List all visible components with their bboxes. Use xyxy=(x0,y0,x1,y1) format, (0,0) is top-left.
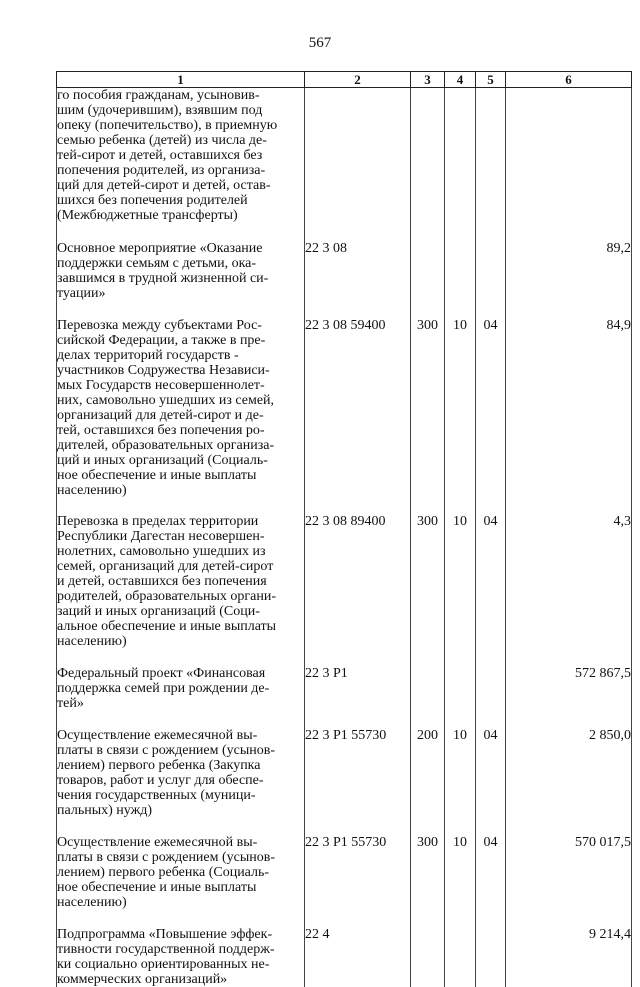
table-row xyxy=(57,514,632,666)
table-row xyxy=(57,666,632,728)
row-sum-value: 89,2 xyxy=(506,241,631,256)
table-row xyxy=(57,88,632,242)
row-vr-cell xyxy=(411,514,445,666)
row-vr-cell xyxy=(411,835,445,927)
row-pr-cell xyxy=(476,927,506,987)
row-name-text: Осуществление ежемесячной вы- платы в связи с рождением (усынов- лением) первого ребенка (Закупка товаров, работ и услуг для обеспе- чения государственных (муници- пальных) нужд) xyxy=(57,728,304,818)
table-body xyxy=(57,88,632,987)
row-sum-cell xyxy=(506,835,632,927)
row-sum-value: 4,3 xyxy=(506,514,631,529)
row-name-cell xyxy=(57,728,305,835)
row-rz-value: 10 xyxy=(445,835,475,850)
row-code-value: 22 3 08 89400 xyxy=(305,514,410,529)
column-header-vr: 3 xyxy=(411,72,445,88)
row-pr-value: 04 xyxy=(476,835,505,850)
table-row xyxy=(57,318,632,514)
row-rz-cell xyxy=(445,666,476,728)
table-row xyxy=(57,927,632,987)
row-pr-cell xyxy=(476,835,506,927)
row-vr-cell xyxy=(411,88,445,242)
row-code-value: 22 3 P1 55730 xyxy=(305,835,410,850)
row-rz-cell xyxy=(445,241,476,318)
row-sum-value: 570 017,5 xyxy=(506,835,631,850)
row-rz-cell xyxy=(445,514,476,666)
table-row xyxy=(57,728,632,835)
row-name-cell xyxy=(57,318,305,514)
row-name-text: Перевозка между субъектами Рос- сийской Федерации, а также в пре- делах территорий государств - участников Содружества Независи- мых Государств несовершеннолет- них, самовольно ушедших из семей, организаций для детей-сирот и де- тей, оставшихся без попечения ро- дителей, образовательных организа- ций и иных организаций (Социаль- ное обеспечение и иные выплаты населению) xyxy=(57,318,304,498)
row-name-cell xyxy=(57,835,305,927)
row-sum-value: 9 214,4 xyxy=(506,927,631,942)
row-vr-value: 300 xyxy=(411,514,444,529)
row-pr-cell xyxy=(476,514,506,666)
row-code-value: 22 3 08 59400 xyxy=(305,318,410,333)
row-name-cell xyxy=(57,514,305,666)
row-vr-cell xyxy=(411,728,445,835)
row-sum-cell xyxy=(506,666,632,728)
row-vr-value: 300 xyxy=(411,318,444,333)
row-code-cell xyxy=(305,835,411,927)
page-number: 567 xyxy=(0,35,640,52)
row-code-cell xyxy=(305,88,411,242)
column-header-code: 2 xyxy=(305,72,411,88)
row-sum-cell xyxy=(506,318,632,514)
row-name-cell xyxy=(57,88,305,242)
row-rz-cell xyxy=(445,835,476,927)
row-rz-value: 10 xyxy=(445,728,475,743)
row-sum-cell xyxy=(506,88,632,242)
row-rz-cell xyxy=(445,927,476,987)
row-code-cell xyxy=(305,514,411,666)
row-rz-cell xyxy=(445,88,476,242)
row-code-value: 22 3 P1 55730 xyxy=(305,728,410,743)
row-sum-value: 2 850,0 xyxy=(506,728,631,743)
row-rz-value: 10 xyxy=(445,514,475,529)
row-code-cell xyxy=(305,666,411,728)
row-name-text: го пособия гражданам, усыновив- шим (удочерившим), взявшим под опеку (попечительство), в приемную семью ребенка (детей) из числа де- тей-сирот и детей, оставшихся без попечения родителей, из организа- ций для детей-сирот и детей, остав- шихся без попечения родителей (Межбюджетные трансферты) xyxy=(57,88,304,223)
row-code-cell xyxy=(305,927,411,987)
row-pr-value: 04 xyxy=(476,318,505,333)
budget-table xyxy=(56,71,632,987)
row-code-value: 22 4 xyxy=(305,927,410,942)
row-rz-value: 10 xyxy=(445,318,475,333)
row-vr-cell xyxy=(411,241,445,318)
column-header-rz: 4 xyxy=(445,72,476,88)
row-name-cell xyxy=(57,927,305,987)
row-sum-cell xyxy=(506,728,632,835)
row-rz-cell xyxy=(445,318,476,514)
row-name-cell xyxy=(57,241,305,318)
table-header-row xyxy=(57,72,632,88)
row-pr-cell xyxy=(476,318,506,514)
table-row xyxy=(57,241,632,318)
column-header-name: 1 xyxy=(57,72,305,88)
table-row xyxy=(57,835,632,927)
row-code-value: 22 3 08 xyxy=(305,241,410,256)
row-name-text: Подпрограмма «Повышение эффек- тивности государственной поддерж- ки социально ориентированных не- коммерческих организаций» xyxy=(57,927,304,987)
row-name-cell xyxy=(57,666,305,728)
row-code-cell xyxy=(305,728,411,835)
row-pr-value: 04 xyxy=(476,514,505,529)
row-name-text: Основное мероприятие «Оказание поддержки семьям с детьми, ока- завшимся в трудной жизненной си- туации» xyxy=(57,241,304,301)
row-pr-cell xyxy=(476,241,506,318)
row-pr-cell xyxy=(476,666,506,728)
row-sum-value: 84,9 xyxy=(506,318,631,333)
row-code-cell xyxy=(305,241,411,318)
column-header-sum: 6 xyxy=(506,72,632,88)
row-sum-cell xyxy=(506,241,632,318)
row-sum-cell xyxy=(506,514,632,666)
row-vr-cell xyxy=(411,666,445,728)
row-code-value: 22 3 P1 xyxy=(305,666,410,681)
row-vr-value: 300 xyxy=(411,835,444,850)
row-sum-value: 572 867,5 xyxy=(506,666,631,681)
row-name-text: Федеральный проект «Финансовая поддержка семей при рождении де- тей» xyxy=(57,666,304,711)
column-header-pr: 5 xyxy=(476,72,506,88)
row-sum-cell xyxy=(506,927,632,987)
row-code-cell xyxy=(305,318,411,514)
row-pr-value: 04 xyxy=(476,728,505,743)
row-name-text: Осуществление ежемесячной вы- платы в связи с рождением (усынов- лением) первого ребенка (Социаль- ное обеспечение и иные выплаты населению) xyxy=(57,835,304,910)
row-vr-value: 200 xyxy=(411,728,444,743)
row-vr-cell xyxy=(411,927,445,987)
row-vr-cell xyxy=(411,318,445,514)
row-pr-cell xyxy=(476,728,506,835)
row-pr-cell xyxy=(476,88,506,242)
row-name-text: Перевозка в пределах территории Республики Дагестан несовершен- нолетних, самовольно ушедших из семей, организаций для детей-сирот и детей, оставшихся без попечения родителей, образовательных органи- заций и иных организаций (Соци- альное обеспечение и иные выплаты населению) xyxy=(57,514,304,649)
row-rz-cell xyxy=(445,728,476,835)
